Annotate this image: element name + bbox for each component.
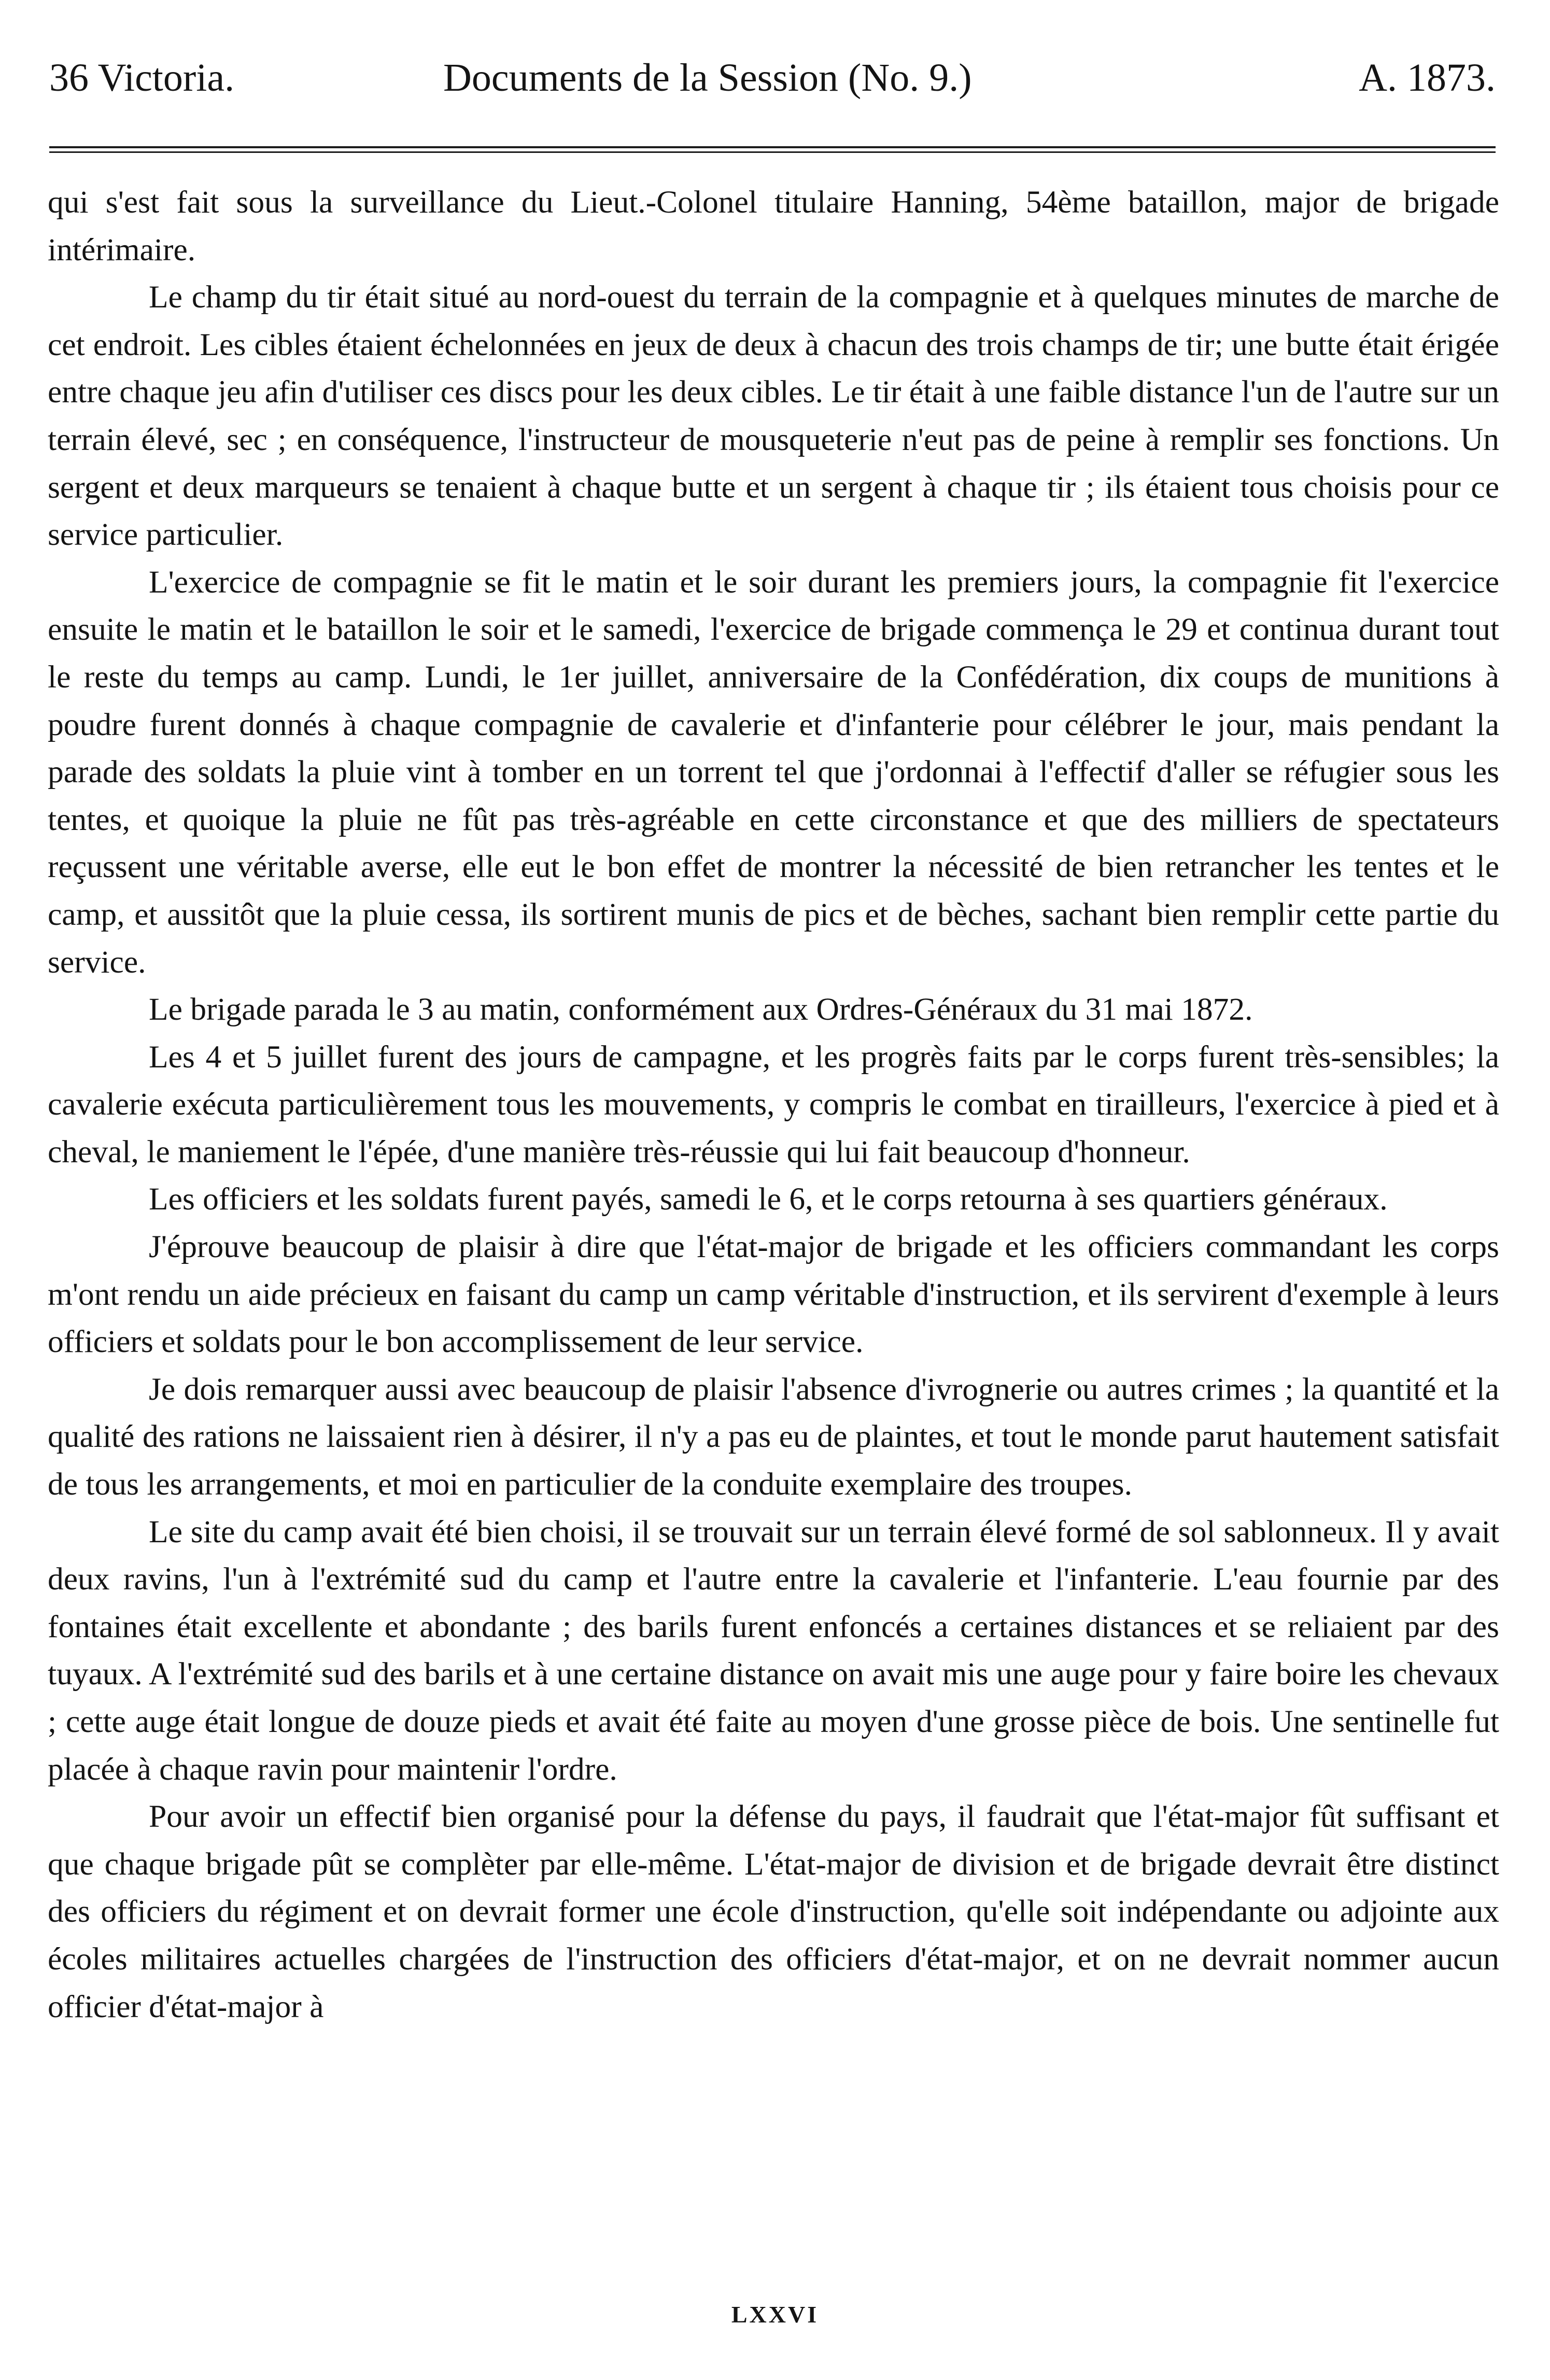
page-header <box>49 49 1496 106</box>
paragraph-organization: Pour avoir un effectif bien organisé pour la défense du pays, il faudrait que l'état-major fût suffisant et que chaque brigade pût se complèter par elle-même. L'état-major de division et de brigade devrait être distinct des officiers du régiment et on devrait former une école d'instruction, qu'elle soit indépendante ou adjointe aux écoles militaires actuelles chargées de l'instruction des officiers d'état-major, et on ne devrait nommer aucun officier d'état-major à <box>48 1799 1499 2024</box>
header-volume: 36 Victoria. <box>49 56 235 100</box>
paragraph-staff: J'éprouve beaucoup de plaisir à dire que l'état-major de brigade et les officiers commandant les corps m'ont rendu un aide précieux en faisant du camp un camp véritable d'instruction, et ils servirent d'exemple à leurs officiers et soldats pour le bon accomplissement de leur service. <box>48 1229 1499 1360</box>
header-rule-top <box>49 146 1496 148</box>
paragraph-pay: Les officiers et les soldats furent payés, samedi le 6, et le corps retourna à ses quartiers généraux. <box>149 1181 1388 1217</box>
paragraph-shooting-range: Le champ du tir était situé au nord-ouest du terrain de la compagnie et à quelques minutes de marche de cet endroit. Les cibles étaient échelonnées en jeux de deux à chacun des trois champs de tir; une butte était érigée entre chaque jeu afin d'utiliser ces discs pour les deux cibles. Le tir était à une faible distance l'un de l'autre sur un terrain élevé, sec ; en conséquence, l'instructeur de mousqueterie n'eut pas de peine à remplir ses fonctions. Un sergent et deux marqueurs se tenaient à chaque butte et un sergent à chaque tir ; ils étaient tous choisis pour ce service particulier. <box>48 279 1499 553</box>
paragraph-continuation: qui s'est fait sous la surveillance du Lieut.-Colonel titulaire Hanning, 54ème bataillon, major de brigade intérimaire. <box>48 185 1499 267</box>
paragraph-exercise: L'exercice de compagnie se fit le matin et le soir durant les premiers jours, la compagnie fit l'exercice ensuite le matin et le bataillon le soir et le samedi, l'exercice de brigade commença le 29 et continua durant tout le reste du temps au camp. Lundi, le 1er juillet, anniversaire de la Confédération, dix coups de munitions à poudre furent donnés à chaque compagnie de cavalerie et d'infanterie pour célébrer le jour, mais pendant la parade des soldats la pluie vint à tomber en un torrent tel que j'ordonnai à l'effectif d'aller se réfugier sous les tentes, et quoique la pluie ne fût pas très-agréable en cette circonstance et que des milliers de spectateurs reçussent une véritable averse, elle eut le bon effet de montrer la nécessité de bien retrancher les tentes et le camp, et aussitôt que la pluie cessa, ils sortirent munis de pics et de bèches, sachant bien remplir cette partie du service. <box>48 564 1499 980</box>
header-title: Documents de la Session (No. 9.) <box>443 56 972 100</box>
paragraph-parade: Le brigade parada le 3 au matin, conformément aux Ordres-Généraux du 31 mai 1872. <box>149 992 1253 1027</box>
header-year: A. 1873. <box>1359 56 1496 100</box>
header-rule-bottom <box>49 151 1496 153</box>
page-number: LXXVI <box>731 2301 819 2328</box>
paragraph-campaign-days: Les 4 et 5 juillet furent des jours de campagne, et les progrès faits par le corps furent très-sensibles; la cavalerie exécuta particulièrement tous les mouvements, y compris le combat en tirailleurs, l'exercice à pied et à cheval, le maniement le l'épée, d'une manière très-réussie qui lui fait beaucoup d'honneur. <box>48 1039 1499 1170</box>
body-text <box>48 179 1499 2031</box>
paragraph-camp-site: Le site du camp avait été bien choisi, il se trouvait sur un terrain élevé formé de sol sablonneux. Il y avait deux ravins, l'un à l'extrémité sud du camp et l'autre entre la cavalerie et l'infanterie. L'eau fournie par des fontaines était excellente et abondante ; des barils furent enfoncés a certaines distances et se reliaient par des tuyaux. A l'extrémité sud des barils et à une certaine distance on avait mis une auge pour y faire boire les chevaux ; cette auge était longue de douze pieds et avait été faite au moyen d'une grosse pièce de bois. Une sentinelle fut placée à chaque ravin pour maintenir l'ordre. <box>48 1514 1499 1787</box>
paragraph-conduct: Je dois remarquer aussi avec beaucoup de plaisir l'absence d'ivrognerie ou autres crimes ; la quantité et la qualité des rations ne laissaient rien à désirer, il n'y a pas eu de plaintes, et tout le monde parut hautement satisfait de tous les arrangements, et moi en particulier de la conduite exemplaire des troupes. <box>48 1371 1499 1502</box>
